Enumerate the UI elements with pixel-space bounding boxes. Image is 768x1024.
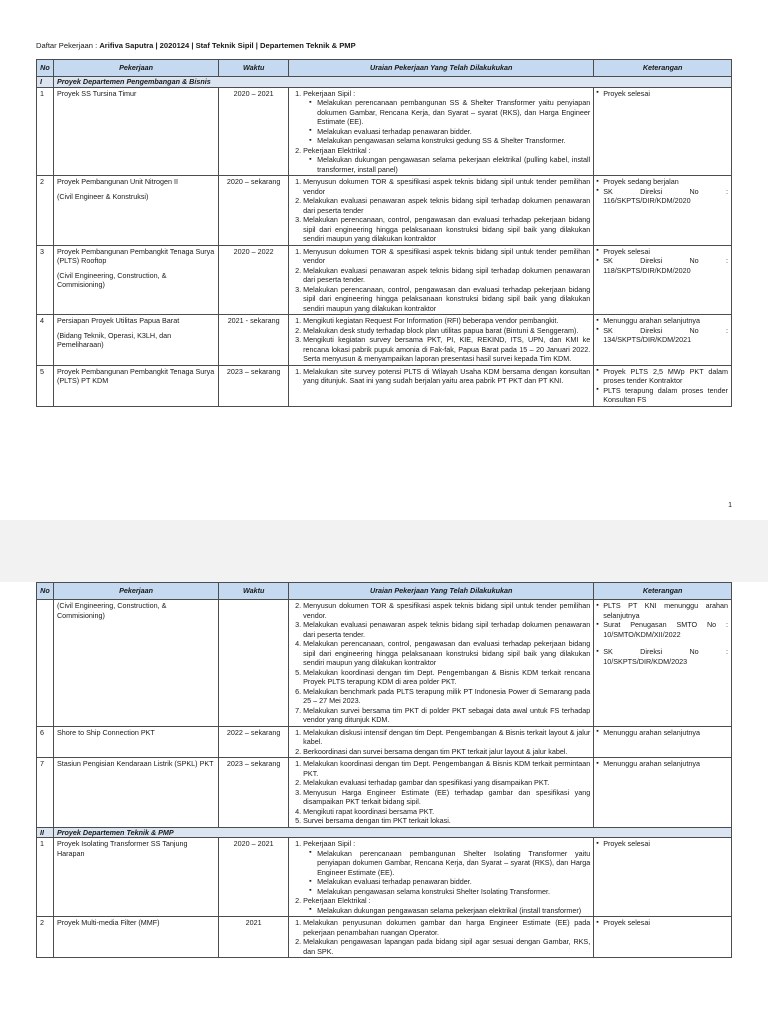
description-item <box>303 668 590 687</box>
description-text: Survei bersama dengan tim PKT terkait lokasi. <box>303 816 451 825</box>
description-text: Melakukan evaluasi penawaran aspek teknis bidang sipil terhadap dokumen penawaran dari peserta tender. <box>303 265 591 284</box>
note-item: ▪ Proyek selesai <box>603 247 728 257</box>
description-item <box>303 89 590 146</box>
notes-cell <box>594 315 732 366</box>
notes-list <box>597 177 728 206</box>
description-item <box>303 788 590 807</box>
note-item: ▪ Proyek selesai <box>603 839 728 849</box>
notes-list <box>597 728 728 738</box>
col-header-time: Waktu <box>219 583 289 600</box>
job-title: Shore to Ship Connection PKT <box>56 727 155 737</box>
description-item <box>303 706 590 725</box>
row-number: 2 <box>37 917 54 958</box>
row-number <box>37 600 54 727</box>
description-item <box>303 316 590 326</box>
notes-list <box>597 918 728 928</box>
notes-cell <box>594 917 732 958</box>
description-text: Melakukan evaluasi penawaran aspek teknis bidang sipil terhadap dokumen penawaran dari peserta tender. <box>303 620 591 639</box>
notes-cell <box>594 245 732 315</box>
description-text: Pekerjaan Elektrikal : <box>303 896 371 905</box>
work-description-cell <box>289 245 594 315</box>
row-number: 4 <box>37 315 54 366</box>
description-subitem: ▪ Melakukan perencanaan pembangunan SS & Shelter Transformer yaitu penyiapan dokumen Gambar, Rencana Kerja, dan Syarat – syarat (RKS), dan Harga Engineer Estimate (EE). <box>317 98 590 127</box>
row-time: 2021 - sekarang <box>219 315 289 366</box>
description-item <box>303 620 590 639</box>
description-text: Melakukan diskusi intensif dengan tim Dept. Pengembangan & Bisnis terkait layout & jalur kabel. <box>303 727 591 746</box>
document-page-2 <box>36 582 732 1024</box>
notes-cell <box>594 726 732 758</box>
description-text: Menyusun dokumen TOR & spesifikasi aspek teknis bidang sipil untuk tender pemilihan vendor. <box>303 601 591 620</box>
description-text: Melakukan evaluasi penawaran aspek teknis bidang sipil terhadap dokumen penawaran dari peserta tender <box>303 196 591 215</box>
row-time: 2020 – 2021 <box>219 87 289 176</box>
notes-cell <box>594 838 732 917</box>
description-text: Mengikuti kegiatan Request For Information (RFI) beberapa vendor pembangkit. <box>303 316 559 325</box>
notes-list <box>597 316 728 345</box>
row-time: 2023 – sekarang <box>219 365 289 406</box>
note-item: ▪ PLTS terapung dalam proses tender Konsultan FS <box>603 386 728 405</box>
notes-list <box>597 89 728 99</box>
notes-cell <box>594 365 732 406</box>
job-title: Stasiun Pengisian Kendaraan Listrik (SPKL) PKT <box>56 759 214 768</box>
job-cell <box>53 600 218 727</box>
description-item <box>303 759 590 778</box>
note-item: ▪ Proyek selesai <box>603 918 728 928</box>
work-description-cell <box>289 365 594 406</box>
description-sublist <box>303 849 590 897</box>
table-row <box>37 726 732 758</box>
description-text: Melakukan survei bersama tim PKT di polder PKT sebagai data awal untuk FS terhadap vendor yang ditunjuk KDM. <box>303 705 591 724</box>
description-sublist <box>303 98 590 146</box>
description-text: Melakukan perencanaan, control, pengawasan dan evaluasi terhadap pekerjaan bidang sipil dari engineering hingga pelaksanaan konstruksi bidang sipil baik yang dilakukan sendiri maupun yang dilakukan kontraktor <box>303 639 591 667</box>
work-table-page-1 <box>36 59 732 407</box>
job-cell <box>53 365 218 406</box>
page-number: 1 <box>728 502 732 509</box>
work-description-list <box>292 839 590 915</box>
job-cell <box>53 315 218 366</box>
description-text: Pekerjaan Sipil : <box>303 88 356 98</box>
col-header-desc: Uraian Pekerjaan Yang Telah Dilakukukan <box>289 60 594 77</box>
work-description-list <box>292 759 590 826</box>
work-description-cell <box>289 315 594 366</box>
notes-list <box>597 247 728 276</box>
work-description-list <box>292 728 590 757</box>
work-description-cell <box>289 87 594 176</box>
description-item <box>303 918 590 937</box>
job-title: Persiapan Proyek Utilitas Papua Barat <box>56 316 180 325</box>
description-item <box>303 687 590 706</box>
job-title: Proyek SS Tursina Timur <box>56 88 137 98</box>
description-subitem: ▪ Melakukan dukungan pengawasan selama pekerjaan elektrikal (pulling kabel, install transformer, install panel) <box>317 155 590 174</box>
table-row <box>37 176 732 246</box>
description-item <box>303 937 590 956</box>
description-text: Mengikuti kegiatan survey bersama PKT, PI, KIE, REKIND, ITS, UPN, dan KMI ke rencana lokasi pabrik pupuk amonia di Fak-fak, Papua Barat pada 15 – 20 Januari 2022. Serta menyusun & menyampaikan laporan presentasi hasil survei kepada Tim KDM. <box>303 335 591 363</box>
job-title: Proyek Multi-media Filter (MMF) <box>56 918 160 927</box>
description-sublist <box>303 155 590 174</box>
notes-list <box>597 601 728 666</box>
work-description-cell <box>289 176 594 246</box>
description-subitem: ▪ Melakukan evaluasi terhadap penawaran bidder. <box>317 127 590 137</box>
table-row <box>37 315 732 366</box>
note-item: ▪ Surat Penugasan SMTO No : 10/SMTO/KDM/XII/2022 <box>603 620 728 639</box>
description-item <box>303 896 590 915</box>
col-header-time: Waktu <box>219 60 289 77</box>
description-item <box>303 728 590 747</box>
description-item <box>303 335 590 364</box>
description-text: Melakukan site survey potensi PLTS di Wilayah Usaha KDM bersama dengan konsultan yang ditunjuk. Saat ini yang sudah berjalan yaitu area pabrik PT PKT dan PT KNI. <box>303 366 591 385</box>
col-header-desc: Uraian Pekerjaan Yang Telah Dilakukukan <box>289 583 594 600</box>
work-description-cell <box>289 838 594 917</box>
description-text: Pekerjaan Elektrikal : <box>303 145 371 155</box>
description-text: Menyusun dokumen TOR & spesifikasi aspek teknis bidang sipil untuk tender pemilihan vendor <box>303 246 591 265</box>
notes-cell <box>594 758 732 828</box>
note-item: ▪ SK Direksi No : 116/SKPTS/DIR/KDM/2020 <box>603 187 728 206</box>
table-row <box>37 245 732 315</box>
job-subtitle: (Civil Engineering, Construction, & Commisioning) <box>56 270 167 289</box>
description-subitem: ▪ Melakukan evaluasi terhadap penawaran bidder. <box>317 877 590 887</box>
notes-cell <box>594 600 732 727</box>
description-item <box>303 367 590 386</box>
table-header-row <box>37 60 732 77</box>
description-text: Melakukan evaluasi terhadap gambar dan spesifikasi yang disampaikan PKT. <box>303 778 550 787</box>
header-prefix: Daftar Pekerjaan : <box>36 41 100 50</box>
work-description-list <box>292 89 590 175</box>
description-item <box>303 778 590 788</box>
notes-list <box>597 759 728 769</box>
row-number: 6 <box>37 726 54 758</box>
job-cell <box>53 917 218 958</box>
description-text: Berkoordinasi dan survei bersama dengan tim PKT terkait jalur layout & jalur kabel. <box>303 746 568 756</box>
job-title: Proyek Isolating Transformer SS Tanjung Harapan <box>56 839 188 858</box>
description-subitem: ▪ Melakukan pengawasan selama konstruksi Shelter Isolating Transformer. <box>317 887 590 897</box>
note-item: ▪ Proyek PLTS 2,5 MWp PKT dalam proses tender Kontraktor <box>603 367 728 386</box>
section-number: II <box>37 827 54 838</box>
row-time: 2021 <box>219 917 289 958</box>
header-info: Arifiva Saputra | 2020124 | Staf Teknik Sipil | Departemen Teknik & PMP <box>99 41 356 50</box>
document-header <box>36 41 356 51</box>
description-item <box>303 326 590 336</box>
work-description-list <box>292 177 590 244</box>
row-time: 2023 – sekarang <box>219 758 289 828</box>
table-row <box>37 365 732 406</box>
section-title: Proyek Departemen Teknik & PMP <box>53 827 731 838</box>
col-header-note: Keterangan <box>594 60 732 77</box>
col-header-job: Pekerjaan <box>53 60 218 77</box>
notes-list <box>597 839 728 849</box>
col-header-note: Keterangan <box>594 583 732 600</box>
description-text: Melakukan penyusunan dokumen gambar dan harga Engineer Estimate (EE) pada pekerjaan penambahan ruangan Operator. <box>303 918 591 937</box>
page-gap <box>0 520 768 582</box>
note-item: ▪ SK Direksi No : 10/SKPTS/DIR/KDM/2023 <box>603 647 728 666</box>
table-row <box>37 838 732 917</box>
row-number: 1 <box>37 87 54 176</box>
description-text: Melakukan desk study terhadap block plan utilitas papua barat (Bintuni & Senggeram). <box>303 325 579 335</box>
work-description-cell <box>289 600 594 727</box>
description-sublist <box>303 906 590 916</box>
work-description-list <box>292 316 590 364</box>
description-text: Melakukan koordinasi dengan tim Dept. Pengembangan & Bisnis KDM terkait permintaan PKT. <box>303 759 591 778</box>
row-time: 2020 – 2021 <box>219 838 289 917</box>
job-cell <box>53 838 218 917</box>
row-time: 2020 – sekarang <box>219 176 289 246</box>
job-title: Proyek Pembangunan Pembangkit Tenaga Surya (PLTS) PT KDM <box>56 366 215 385</box>
description-item <box>303 215 590 244</box>
description-text: Mengikuti rapat koordinasi bersama PKT. <box>303 806 435 816</box>
job-cell <box>53 245 218 315</box>
description-item <box>303 247 590 266</box>
table-row <box>37 758 732 828</box>
table-row-continued <box>37 600 732 727</box>
description-text: Melakukan perencanaan, control, pengawasan dan evaluasi terhadap pekerjaan bidang sipil dari engineering hingga pelaksanaan konstruksi bidang sipil baik yang dilakukan sendiri maupun yang dilakukan kontraktor <box>303 284 591 313</box>
description-item <box>303 807 590 817</box>
description-item <box>303 285 590 314</box>
row-number: 1 <box>37 838 54 917</box>
job-subtitle: (Bidang Teknik, Operasi, K3LH, dan Pemeliharaan) <box>56 330 172 349</box>
description-subitem: ▪ Melakukan pengawasan selama konstruksi gedung SS & Shelter Transformer. <box>317 136 590 146</box>
description-item <box>303 146 590 175</box>
notes-cell <box>594 176 732 246</box>
document-page-1 <box>36 0 732 520</box>
note-item: ▪ SK Direksi No : 134/SKPTS/DIR/KDM/2021 <box>603 326 728 345</box>
job-subtitle: (Civil Engineering, Construction, & Commisioning) <box>56 601 167 620</box>
notes-list <box>597 367 728 405</box>
work-description-cell <box>289 758 594 828</box>
description-subitem: ▪ Melakukan perencanaan pembangunan Shelter Isolating Transformer yaitu penyiapan dokumen Gambar, Rencana Kerja, dan Syarat – syarat (RKS), dan Harga Engineer Estimate (EE). <box>317 849 590 878</box>
description-subitem: ▪ Melakukan dukungan pengawasan selama pekerjaan elektrikal (install transformer) <box>317 906 590 916</box>
row-time <box>219 600 289 727</box>
work-description-list <box>292 918 590 956</box>
row-number: 5 <box>37 365 54 406</box>
row-number: 3 <box>37 245 54 315</box>
section-number: I <box>37 77 54 88</box>
job-cell <box>53 758 218 828</box>
note-item: ▪ Menunggu arahan selanjutnya <box>603 316 728 326</box>
section-row <box>37 827 732 838</box>
note-item: ▪ Proyek sedang berjalan <box>603 177 728 187</box>
description-text: Menyusun Harga Engineer Estimate (EE) terhadap gambar dan spesifikasi yang disampaikan PKT terkait bidang sipil. <box>303 787 591 806</box>
description-text: Melakukan pengawasan lapangan pada bidang sipil agar sesuai dengan Gambar, RKS, dan SPK. <box>303 937 591 956</box>
description-item <box>303 177 590 196</box>
note-item: ▪ SK Direksi No : 118/SKPTS/DIR/KDM/2020 <box>603 256 728 275</box>
description-item <box>303 816 590 826</box>
description-item <box>303 196 590 215</box>
job-title: Proyek Pembangunan Pembangkit Tenaga Surya (PLTS) Rooftop <box>56 246 215 265</box>
table-row <box>37 87 732 176</box>
note-item: ▪ PLTS PT KNI menunggu arahan selanjutnya <box>603 601 728 620</box>
work-description-cell <box>289 917 594 958</box>
row-time: 2020 – 2022 <box>219 245 289 315</box>
description-item <box>303 266 590 285</box>
job-cell <box>53 726 218 758</box>
work-description-list <box>292 247 590 314</box>
col-header-job: Pekerjaan <box>53 583 218 600</box>
section-row <box>37 77 732 88</box>
row-time: 2022 – sekarang <box>219 726 289 758</box>
description-text: Melakukan perencanaan, control, pengawasan dan evaluasi terhadap pekerjaan bidang sipil dari engineering hingga pelaksanaan konstruksi bidang sipil baik yang dilakukan sendiri maupun yang dilakukan kontraktor <box>303 215 591 243</box>
description-item <box>303 639 590 668</box>
work-description-list <box>292 601 590 725</box>
work-description-cell <box>289 726 594 758</box>
note-item: ▪ Menunggu arahan selanjutnya <box>603 728 728 738</box>
job-cell <box>53 87 218 176</box>
notes-cell <box>594 87 732 176</box>
col-header-no: No <box>37 60 54 77</box>
description-item <box>303 839 590 896</box>
section-title: Proyek Departemen Pengembangan & Bisnis <box>53 77 731 88</box>
work-table-page-2 <box>36 582 732 958</box>
note-item: ▪ Proyek selesai <box>603 89 728 99</box>
note-item: ▪ Menunggu arahan selanjutnya <box>603 759 728 769</box>
description-text: Pekerjaan Sipil : <box>303 839 356 848</box>
description-text: Melakukan koordinasi dengan tim Dept. Pengembangan & Bisnis KDM terkait rencana Proyek PLTS terapung KDM di area polder PKT. <box>303 667 591 686</box>
work-description-list <box>292 367 590 386</box>
description-item <box>303 747 590 757</box>
table-row <box>37 917 732 958</box>
row-number: 7 <box>37 758 54 828</box>
job-cell <box>53 176 218 246</box>
col-header-no: No <box>37 583 54 600</box>
description-item <box>303 601 590 620</box>
description-text: Melakukan benchmark pada PLTS terapung milik PT Indonesia Power di Semarang pada 25 – 27 Mei 2023. <box>303 686 591 705</box>
job-title: Proyek Pembangunan Unit Nitrogen II <box>56 177 178 186</box>
table-header-row <box>37 583 732 600</box>
job-subtitle: (Civil Engineer & Konstruksi) <box>56 191 149 201</box>
description-text: Menyusun dokumen TOR & spesifikasi aspek teknis bidang sipil untuk tender pemilihan vendor <box>303 177 591 196</box>
row-number: 2 <box>37 176 54 246</box>
